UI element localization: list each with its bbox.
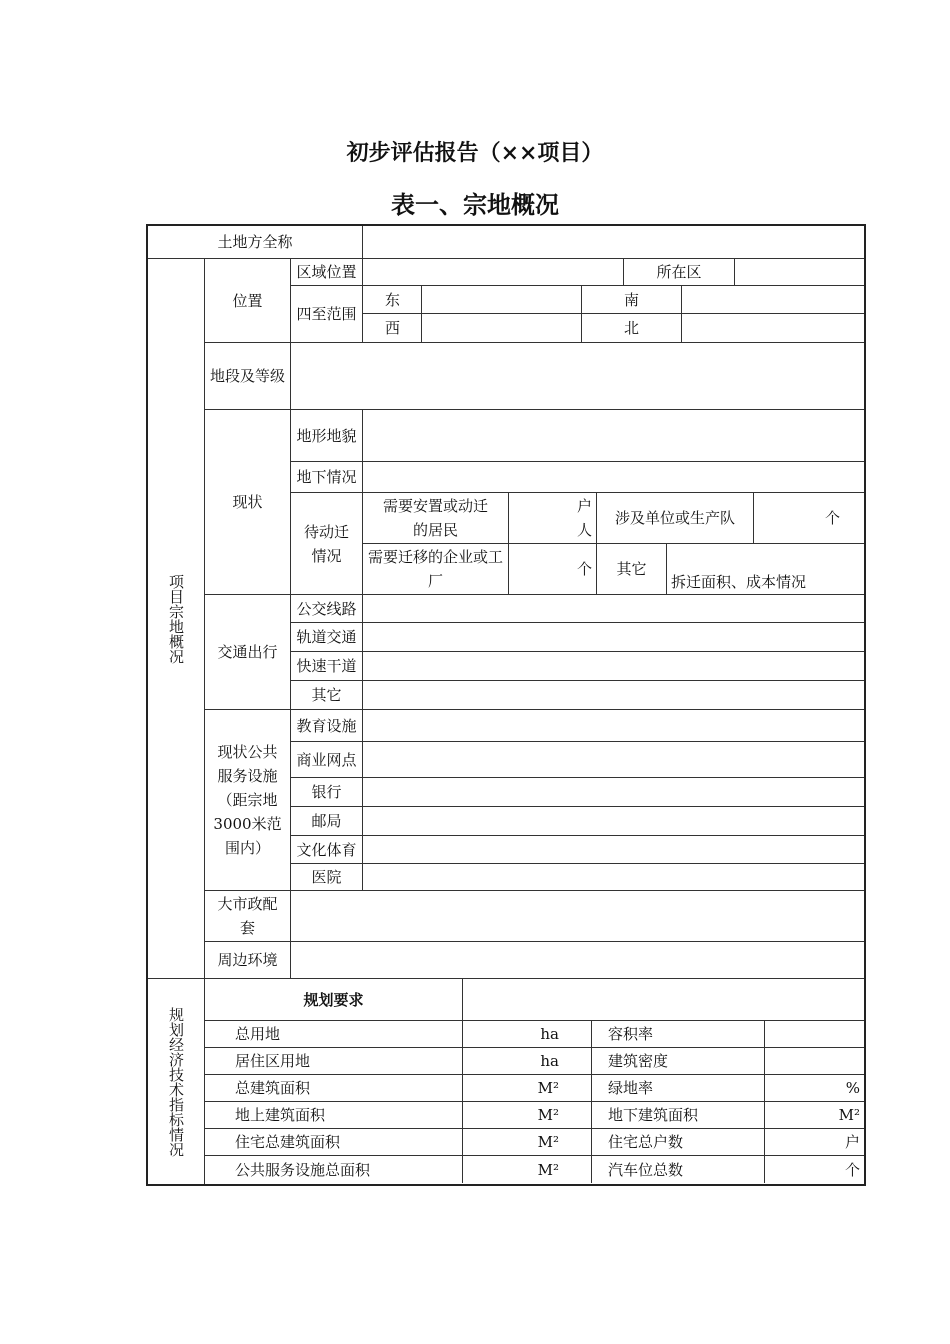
other-relocation-label: 其它 bbox=[597, 544, 667, 595]
status-label: 现状 bbox=[205, 410, 291, 595]
municipal-field[interactable] bbox=[291, 891, 864, 942]
units-label: 涉及单位或生产队 bbox=[597, 493, 754, 544]
indicator-value[interactable]: M² bbox=[463, 1075, 592, 1102]
rail-transit-label: 轨道交通 bbox=[291, 623, 363, 652]
grade-label: 地段及等级 bbox=[205, 343, 291, 410]
indicator-value-right[interactable]: M² bbox=[765, 1102, 864, 1129]
indicator-label-right: 住宅总户数 bbox=[592, 1129, 765, 1156]
services-label: 现状公共服务设施（距宗地3000米范围内） bbox=[205, 710, 291, 891]
bounds-label: 四至范围 bbox=[291, 286, 363, 343]
region-field[interactable] bbox=[363, 259, 624, 286]
location-label: 位置 bbox=[205, 259, 291, 343]
other-traffic-field[interactable] bbox=[363, 681, 864, 710]
household-unit: 户 bbox=[576, 497, 592, 515]
south-field[interactable] bbox=[682, 286, 864, 314]
traffic-label: 交通出行 bbox=[205, 595, 291, 710]
planning-requirement-label: 规划要求 bbox=[205, 979, 463, 1021]
indicator-value[interactable]: M² bbox=[463, 1102, 592, 1129]
indicator-value-right[interactable] bbox=[765, 1021, 864, 1048]
region-label: 区域位置 bbox=[291, 259, 363, 286]
units-field[interactable]: 个 bbox=[754, 493, 864, 544]
hospital-label: 医院 bbox=[291, 864, 363, 891]
west-label: 西 bbox=[363, 314, 422, 343]
indicator-label-right: 绿地率 bbox=[592, 1075, 765, 1102]
east-label: 东 bbox=[363, 286, 422, 314]
culture-sports-field[interactable] bbox=[363, 836, 864, 864]
bank-field[interactable] bbox=[363, 778, 864, 807]
expressway-field[interactable] bbox=[363, 652, 864, 681]
indicator-label-right: 地下建筑面积 bbox=[592, 1102, 765, 1129]
landowner-field[interactable] bbox=[363, 226, 864, 259]
post-office-label: 邮局 bbox=[291, 807, 363, 836]
terrain-field[interactable] bbox=[363, 410, 864, 462]
education-field[interactable] bbox=[363, 710, 864, 742]
planning-section-label: 规划经济技术指标情况 bbox=[148, 979, 205, 1184]
expressway-label: 快速干道 bbox=[291, 652, 363, 681]
planning-requirement-field[interactable] bbox=[463, 979, 864, 1021]
indicator-label-right: 容积率 bbox=[592, 1021, 765, 1048]
indicator-label: 住宅总建筑面积 bbox=[205, 1129, 463, 1156]
underground-label: 地下情况 bbox=[291, 462, 363, 493]
indicator-label: 公共服务设施总面积 bbox=[205, 1156, 463, 1183]
terrain-label: 地形地貌 bbox=[291, 410, 363, 462]
indicator-label: 总建筑面积 bbox=[205, 1075, 463, 1102]
indicator-label-right: 汽车位总数 bbox=[592, 1156, 765, 1183]
rail-transit-field[interactable] bbox=[363, 623, 864, 652]
indicator-label: 总用地 bbox=[205, 1021, 463, 1048]
indicator-value[interactable]: ha bbox=[463, 1021, 592, 1048]
factories-field[interactable]: 个 bbox=[509, 544, 597, 595]
commerce-field[interactable] bbox=[363, 742, 864, 778]
bus-line-label: 公交线路 bbox=[291, 595, 363, 623]
indicator-label-right: 建筑密度 bbox=[592, 1048, 765, 1075]
north-label: 北 bbox=[582, 314, 682, 343]
factories-label: 需要迁移的企业或工厂 bbox=[363, 544, 509, 595]
commerce-label: 商业网点 bbox=[291, 742, 363, 778]
culture-sports-label: 文化体育 bbox=[291, 836, 363, 864]
indicator-label: 地上建筑面积 bbox=[205, 1102, 463, 1129]
residents-units[interactable] bbox=[509, 493, 597, 544]
surroundings-label: 周边环境 bbox=[205, 942, 291, 979]
indicator-value-right[interactable]: 个 bbox=[844, 1160, 860, 1179]
district-label: 所在区 bbox=[624, 259, 735, 286]
west-field[interactable] bbox=[422, 314, 582, 343]
report-title: 初步评估报告（××项目） bbox=[346, 140, 604, 166]
indicator-value[interactable]: M² bbox=[463, 1129, 592, 1156]
project-section-label: 项目宗地概况 bbox=[148, 259, 205, 979]
indicator-value-right[interactable]: % bbox=[765, 1075, 864, 1102]
relocation-label: 待动迁情况 bbox=[291, 493, 363, 595]
indicator-value[interactable]: M² bbox=[463, 1156, 592, 1183]
other-traffic-label: 其它 bbox=[291, 681, 363, 710]
indicator-value-right[interactable]: 户 bbox=[765, 1129, 864, 1156]
south-label: 南 bbox=[582, 286, 682, 314]
hospital-field[interactable] bbox=[363, 864, 864, 891]
relocation-cost-note[interactable]: 拆迁面积、成本情况 bbox=[667, 544, 864, 595]
surroundings-field[interactable] bbox=[291, 942, 864, 979]
district-field[interactable] bbox=[735, 259, 864, 286]
indicator-value-right[interactable] bbox=[765, 1048, 864, 1075]
east-field[interactable] bbox=[422, 286, 582, 314]
landowner-label: 土地方全称 bbox=[148, 226, 363, 259]
bus-line-field[interactable] bbox=[363, 595, 864, 623]
municipal-label: 大市政配套 bbox=[205, 891, 291, 942]
north-field[interactable] bbox=[682, 314, 864, 343]
indicator-value[interactable]: ha bbox=[463, 1048, 592, 1075]
grade-field[interactable] bbox=[291, 343, 864, 410]
post-office-field[interactable] bbox=[363, 807, 864, 836]
indicator-label: 居住区用地 bbox=[205, 1048, 463, 1075]
education-label: 教育设施 bbox=[291, 710, 363, 742]
residents-label: 需要安置或动迁的居民 bbox=[363, 493, 509, 544]
bank-label: 银行 bbox=[291, 778, 363, 807]
person-unit: 人 bbox=[576, 521, 592, 539]
table-subtitle: 表一、宗地概况 bbox=[391, 190, 559, 219]
underground-field[interactable] bbox=[363, 462, 864, 493]
